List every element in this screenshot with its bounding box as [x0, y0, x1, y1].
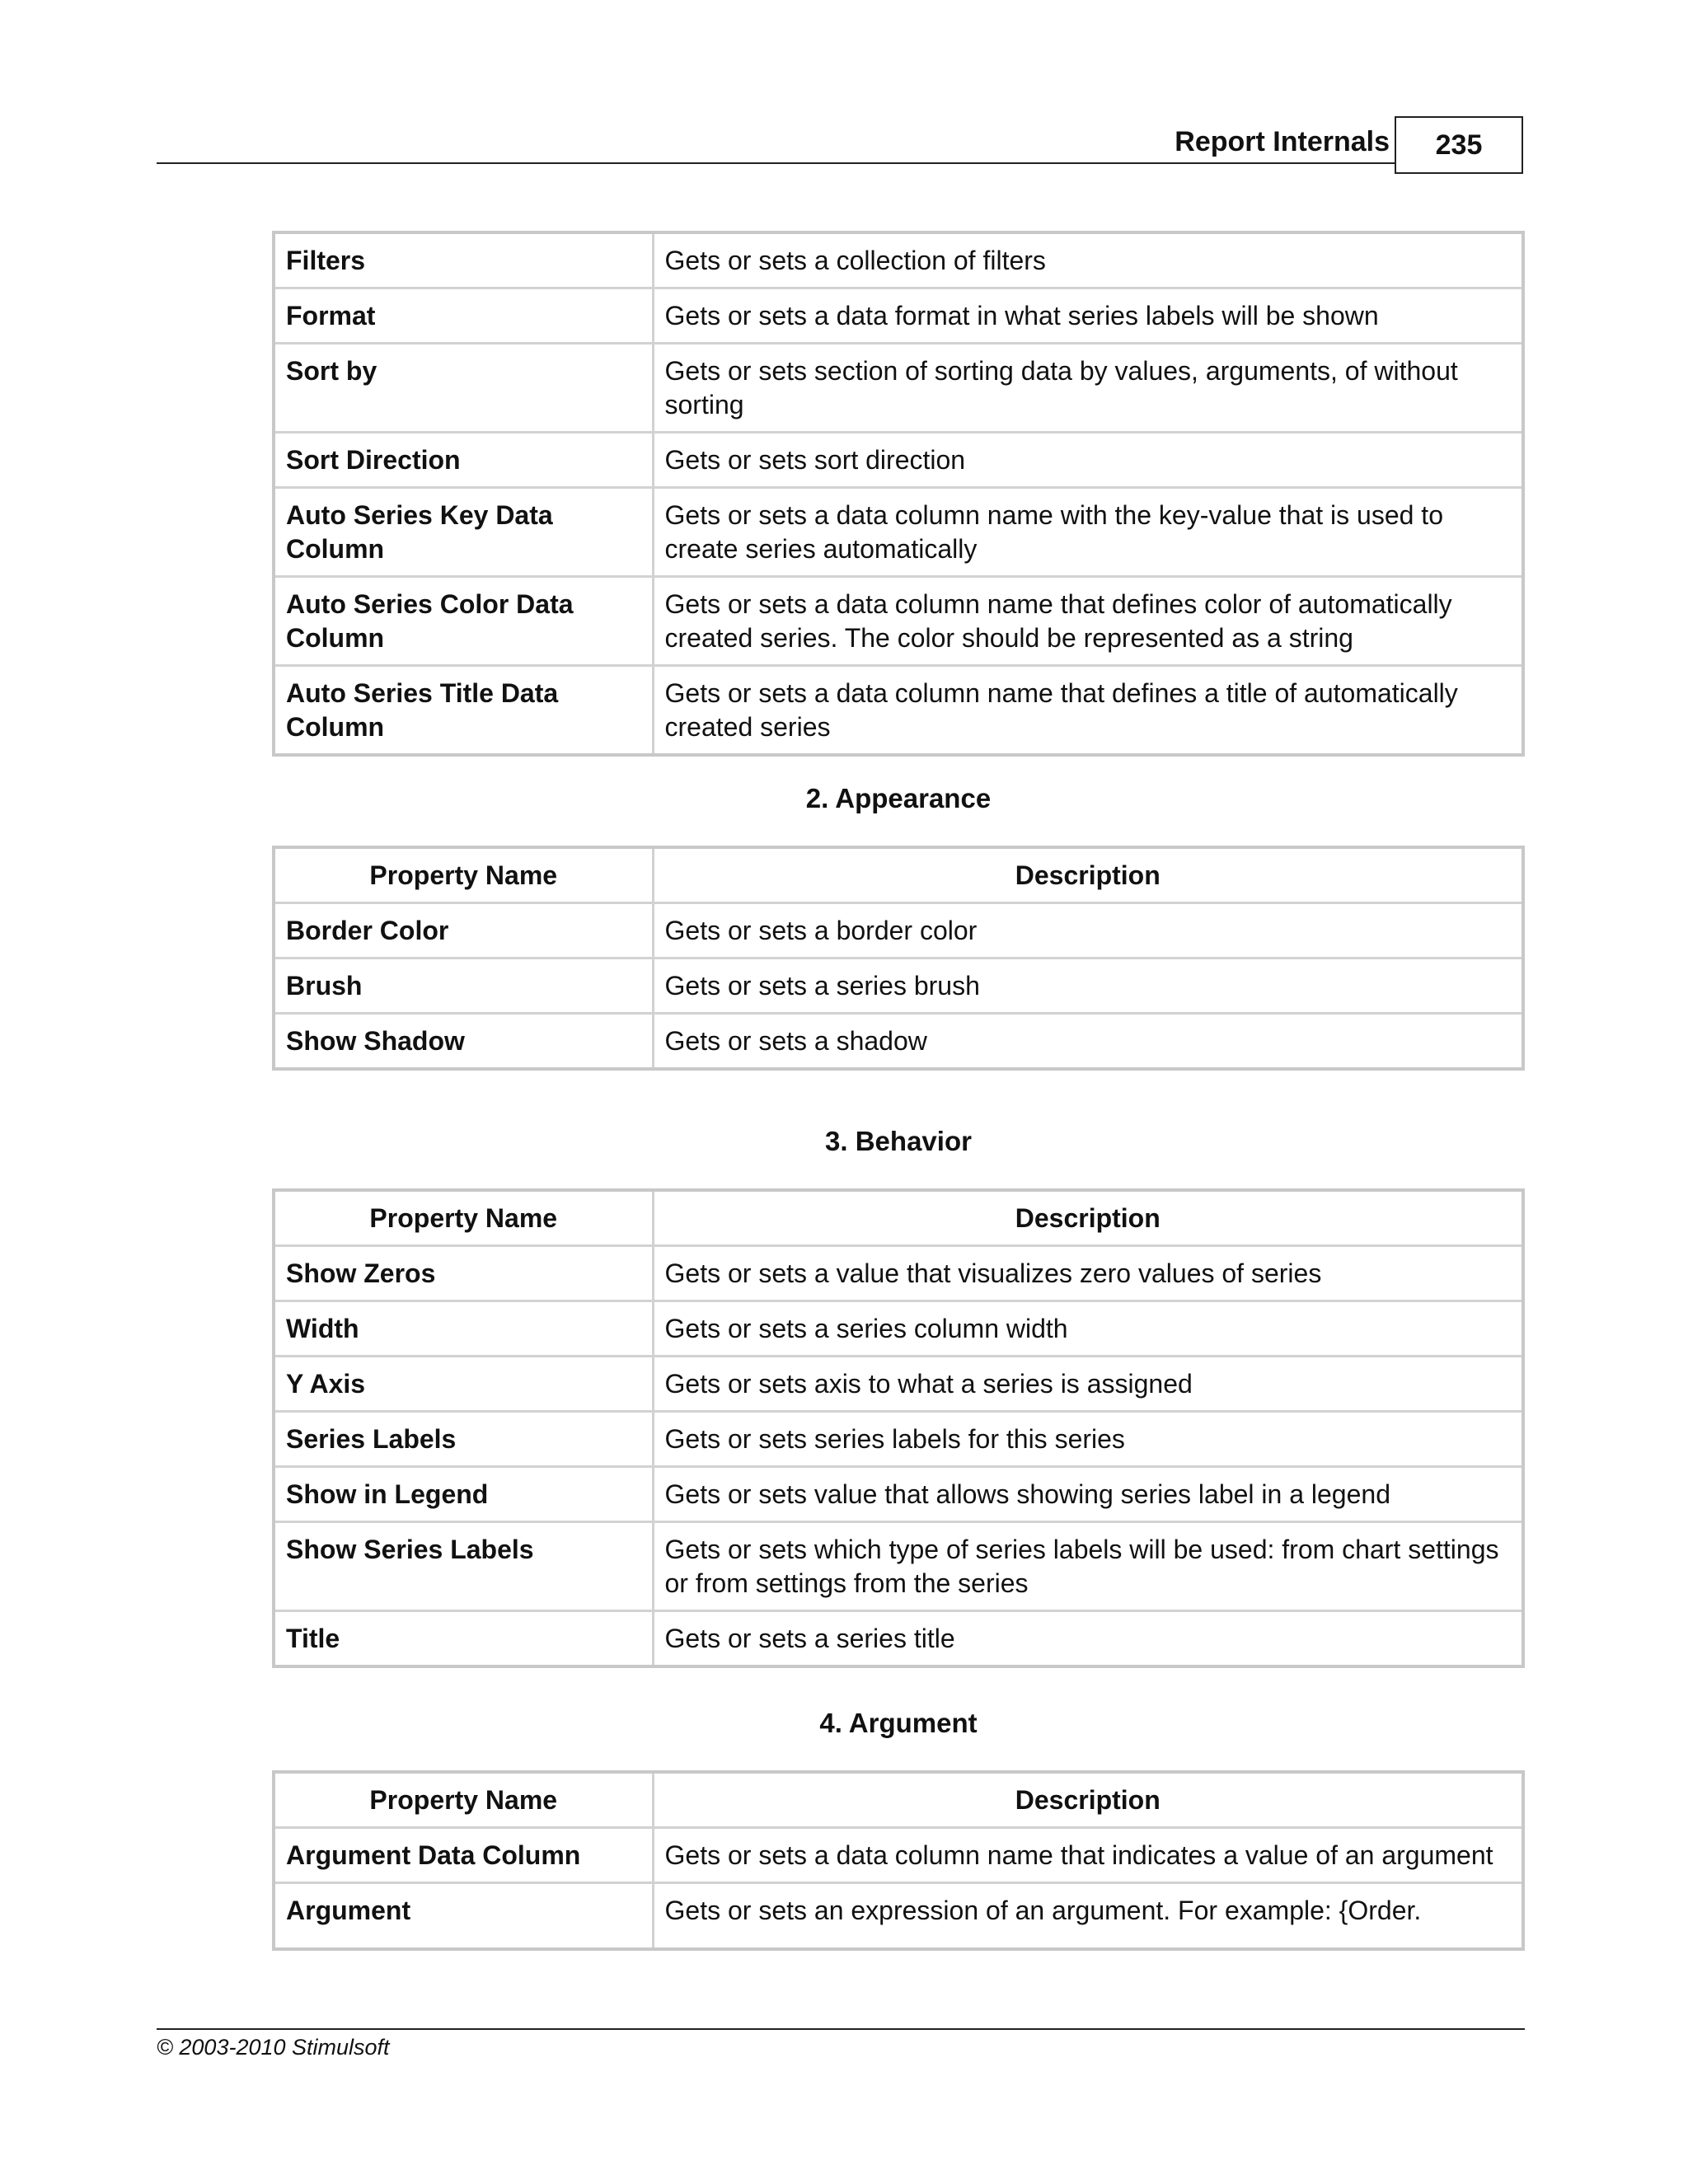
property-name: Series Labels: [274, 1412, 653, 1467]
section-title-argument: 4. Argument: [819, 1708, 978, 1738]
property-name: Show Zeros: [274, 1246, 653, 1301]
property-description: Gets or sets an expression of an argument. For example: {Order.: [653, 1883, 1523, 1950]
table-row: [274, 433, 1523, 488]
table-row: [274, 488, 1523, 577]
table-header-row: [274, 1190, 1523, 1246]
property-description: Gets or sets value that allows showing series label in a legend: [653, 1467, 1523, 1522]
property-description: Gets or sets a data column name that indicates a value of an argument: [653, 1828, 1523, 1883]
table-header-row: [274, 847, 1523, 903]
property-description: Gets or sets a series title: [653, 1611, 1523, 1667]
section-title-behavior: 3. Behavior: [825, 1126, 972, 1156]
section-title-appearance: 2. Appearance: [805, 783, 992, 813]
property-name: Format: [274, 288, 653, 344]
behavior-table: [272, 1188, 1525, 1668]
property-description: Gets or sets a series column width: [653, 1301, 1523, 1357]
property-name: Auto Series Color Data Column: [274, 577, 653, 666]
page-footer: [157, 2028, 1525, 2060]
table-row: [274, 1246, 1523, 1301]
argument-table: [272, 1770, 1525, 1951]
property-description: Gets or sets section of sorting data by values, arguments, of without sorting: [653, 344, 1523, 433]
property-description: Gets or sets a data column name that defines color of automatically created series. The color should be represented as a string: [653, 577, 1523, 666]
column-header-description: Description: [653, 1772, 1523, 1828]
property-description: Gets or sets a shadow: [653, 1014, 1523, 1070]
table-row: [274, 1611, 1523, 1667]
property-name: Show in Legend: [274, 1467, 653, 1522]
table-row: [274, 1412, 1523, 1467]
property-description: Gets or sets a data column name with the key-value that is used to create series automatically: [653, 488, 1523, 577]
column-header-description: Description: [653, 847, 1523, 903]
property-description: Gets or sets a collection of filters: [653, 232, 1523, 288]
column-header-property-name: Property Name: [274, 1190, 653, 1246]
table-row: [274, 1828, 1523, 1883]
property-name: Sort by: [274, 344, 653, 433]
data-properties-table: [272, 231, 1525, 757]
table-row: [274, 288, 1523, 344]
property-description: Gets or sets a data column name that defines a title of automatically created series: [653, 666, 1523, 756]
property-name: Brush: [274, 958, 653, 1014]
property-description: Gets or sets sort direction: [653, 433, 1523, 488]
column-header-description: Description: [653, 1190, 1523, 1246]
table-row: [274, 577, 1523, 666]
property-name: Argument Data Column: [274, 1828, 653, 1883]
property-name: Show Shadow: [274, 1014, 653, 1070]
page-header: [157, 116, 1523, 164]
property-description: Gets or sets series labels for this series: [653, 1412, 1523, 1467]
property-name: Width: [274, 1301, 653, 1357]
property-name: Border Color: [274, 903, 653, 958]
property-name: Show Series Labels: [274, 1522, 653, 1611]
property-description: Gets or sets axis to what a series is assigned: [653, 1357, 1523, 1412]
property-description: Gets or sets a value that visualizes zero values of series: [653, 1246, 1523, 1301]
property-description: Gets or sets a series brush: [653, 958, 1523, 1014]
table-row: [274, 1522, 1523, 1611]
table-header-row: [274, 1772, 1523, 1828]
table-row: [274, 958, 1523, 1014]
table-row: [274, 1301, 1523, 1357]
table-row: [274, 666, 1523, 756]
page-number: 235: [1435, 129, 1483, 161]
table-row: [274, 232, 1523, 288]
table-row: [274, 903, 1523, 958]
table-row: [274, 1014, 1523, 1070]
property-description: Gets or sets a border color: [653, 903, 1523, 958]
property-name: Auto Series Title Data Column: [274, 666, 653, 756]
page-number-box: [1395, 116, 1523, 174]
property-name: Argument: [274, 1883, 653, 1950]
footer-rule: [157, 2028, 1525, 2030]
property-description: Gets or sets a data format in what series labels will be shown: [653, 288, 1523, 344]
property-name: Y Axis: [274, 1357, 653, 1412]
table-row: [274, 1467, 1523, 1522]
property-name: Auto Series Key Data Column: [274, 488, 653, 577]
column-header-property-name: Property Name: [274, 847, 653, 903]
property-name: Filters: [274, 232, 653, 288]
property-name: Title: [274, 1611, 653, 1667]
appearance-table: [272, 846, 1525, 1071]
property-description: Gets or sets which type of series labels will be used: from chart settings or from settings from the series: [653, 1522, 1523, 1611]
table-row: [274, 1883, 1523, 1950]
copyright-text: © 2003-2010 Stimulsoft: [157, 2035, 390, 2060]
header-section-title: Report Internals: [1175, 126, 1390, 157]
table-row: [274, 1357, 1523, 1412]
header-rule: [157, 162, 1523, 164]
property-name: Sort Direction: [274, 433, 653, 488]
column-header-property-name: Property Name: [274, 1772, 653, 1828]
table-row: [274, 344, 1523, 433]
